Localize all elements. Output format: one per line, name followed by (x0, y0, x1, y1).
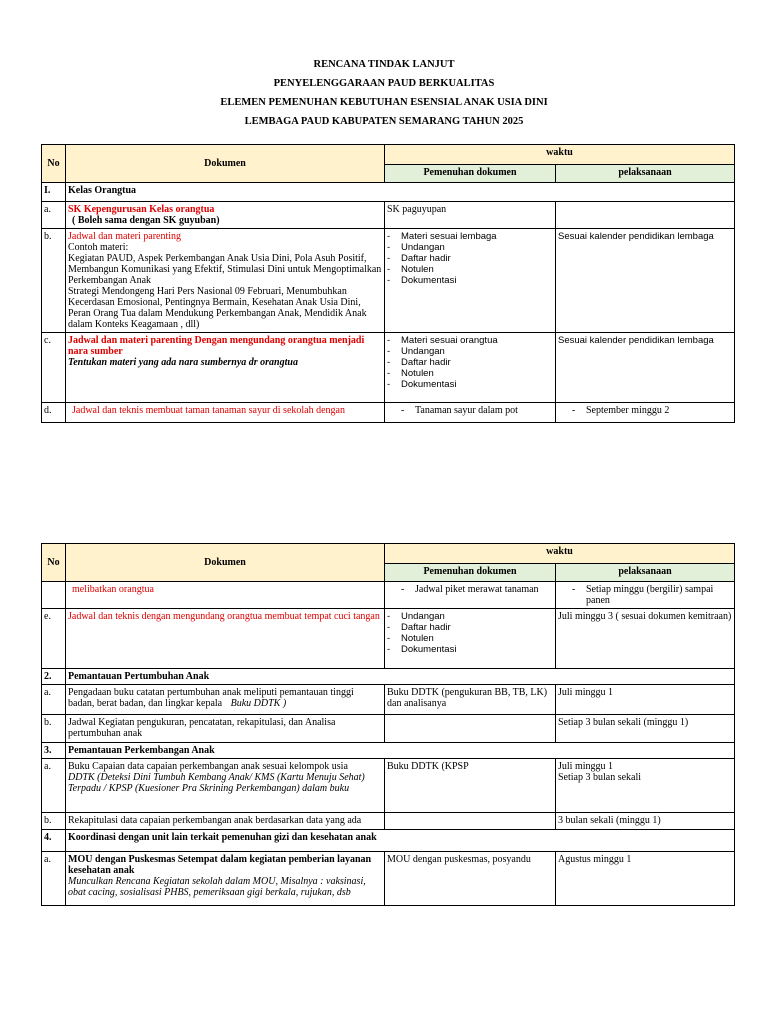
pelaksanaan-line: Setiap 3 bulan sekali (558, 772, 642, 783)
table-row (42, 582, 735, 609)
pelaksanaan-cell: Setiap 3 bulan sekali (minggu 1) (556, 715, 735, 743)
pemenuhan-cell (385, 582, 556, 609)
pelaksanaan-cell: Juli minggu 1 (556, 685, 735, 715)
heading-line-2: PENYELENGGARAAN PAUD BERKUALITAS (273, 78, 495, 89)
list-item: - Setiap minggu (bergilir) sampai panen (558, 584, 732, 606)
document-title: MOU dengan Puskesmas Setempat dalam kegiatan pemberian layanan kesehatan anak (68, 854, 372, 876)
document-cell (66, 685, 385, 715)
document-cell (66, 852, 385, 906)
table-row (42, 183, 735, 202)
header-no: No (42, 544, 66, 582)
table-row (42, 715, 735, 743)
pelaksanaan-line: Juli minggu 1 (558, 761, 614, 772)
header-dokumen: Dokumen (66, 145, 385, 183)
heading-line-1: RENCANA TINDAK LANJUT (313, 59, 455, 70)
pemenuhan-cell (385, 403, 556, 423)
list-item: - Daftar hadir (387, 253, 553, 264)
row-number: b. (42, 229, 66, 333)
pelaksanaan-cell (556, 202, 735, 229)
row-number: d. (42, 403, 66, 423)
list-item: - Dokumentasi (387, 275, 553, 286)
pelaksanaan-cell (556, 759, 735, 813)
document-title: Jadwal dan teknis dengan mengundang orangtua membuat tempat cuci tangan (68, 611, 380, 622)
list-item: - Materi sesuai orangtua (387, 335, 553, 346)
table-row (42, 229, 735, 333)
pemenuhan-cell: Buku DDTK (KPSP (385, 759, 556, 813)
row-number: c. (42, 333, 66, 403)
document-title: Buku Capaian data capaian perkembangan anak sesuai kelompok usia (68, 761, 348, 772)
list-item: - Daftar hadir (387, 357, 553, 368)
table-row (42, 759, 735, 813)
document-detail: Kegiatan PAUD, Aspek Perkembangan Anak Usia Dini, Pola Asuh Positif, Membangun Komunikasi yang Efektif, Stimulasi Dini untuk Mengoptimalkan Perkembangan Anak (68, 253, 382, 286)
list-item: - Dokumentasi (387, 644, 553, 655)
row-number: I. (42, 183, 66, 202)
heading-line-4: LEMBAGA PAUD KABUPATEN SEMARANG TAHUN 2025 (244, 116, 524, 127)
document-detail: Strategi Mendongeng Hari Pers Nasional 09 Februari, Menumbuhkan Kecerdasan Emosional, Pentingnya Bermain, Kesehatan Anak Usia Dini, Peran Orang Tua dalam Mendukung Perkembangan Anak, Mendidik Anak dalam Konteks Keagamaan , dll) (68, 286, 367, 330)
section-title: Pemantauan Pertumbuhan Anak (66, 669, 735, 685)
list-item: - Jadwal piket merawat tanaman (387, 584, 553, 595)
document-note: Munculkan Rencana Kegiatan sekolah dalam MOU, Misalnya : vaksinasi, obat cacing, sosialisasi PHBS, pemeriksaan gigi berkala, rujukan, dsb (68, 876, 366, 898)
document-title: SK Kepengurusan Kelas orangtua (68, 204, 215, 215)
list-item: - Dokumentasi (387, 379, 553, 390)
section-title: Kelas Orangtua (66, 183, 735, 202)
header-waktu: waktu (385, 145, 735, 165)
document-cell (66, 759, 385, 813)
row-number: a. (42, 759, 66, 813)
row-number: b. (42, 715, 66, 743)
header-dokumen: Dokumen (66, 544, 385, 582)
row-number: e. (42, 609, 66, 669)
table-row (42, 852, 735, 906)
document-detail: Contoh materi: (68, 242, 129, 253)
list-item: - Notulen (387, 633, 553, 644)
document-note: Tentukan materi yang ada nara sumbernya dr orangtua (68, 357, 298, 368)
list-item: - Tanaman sayur dalam pot (387, 405, 553, 416)
table-row (42, 685, 735, 715)
pemenuhan-cell: MOU dengan puskesmas, posyandu (385, 852, 556, 906)
heading-line-3: ELEMEN PEMENUHAN KEBUTUHAN ESENSIAL ANAK USIA DINI (220, 97, 548, 108)
document-title: melibatkan orangtua (72, 584, 154, 595)
document-cell (66, 229, 385, 333)
list-item: - September minggu 2 (558, 405, 732, 416)
row-number: 4. (42, 830, 66, 852)
row-number: a. (42, 852, 66, 906)
list-item: - Notulen (387, 264, 553, 275)
row-number: a. (42, 685, 66, 715)
document-cell (66, 609, 385, 669)
pelaksanaan-cell: Sesuai kalender pendidikan lembaga (556, 229, 735, 333)
document-cell (66, 403, 385, 423)
section-title: Koordinasi dengan unit lain terkait pemenuhan gizi dan kesehatan anak (66, 830, 735, 852)
document-title: Pengadaan buku catatan pertumbuhan anak meliputi pemantauan tinggi badan, berat badan, dan lingkar kepala (68, 687, 354, 709)
header-pelaksanaan: pelaksanaan (556, 564, 735, 582)
header-no: No (42, 145, 66, 183)
pemenuhan-cell (385, 333, 556, 403)
header-waktu: waktu (385, 544, 735, 564)
header-pemenuhan: Pemenuhan dokumen (385, 165, 556, 183)
document-title: Jadwal dan teknis membuat taman tanaman sayur di sekolah dengan (72, 405, 345, 416)
pemenuhan-cell (385, 813, 556, 830)
list-item: - Materi sesuai lembaga (387, 231, 553, 242)
document-heading (0, 55, 768, 131)
table-row (42, 202, 735, 229)
row-number: a. (42, 202, 66, 229)
table-row (42, 333, 735, 403)
row-number: 3. (42, 743, 66, 759)
pemenuhan-cell (385, 229, 556, 333)
pelaksanaan-cell: 3 bulan sekali (minggu 1) (556, 813, 735, 830)
document-cell (66, 202, 385, 229)
pelaksanaan-cell (556, 403, 735, 423)
document-note: Buku DDTK ) (230, 698, 287, 709)
document-title: Jadwal dan materi parenting (68, 231, 182, 242)
list-item: - Undangan (387, 611, 553, 622)
document-title: Jadwal dan materi parenting Dengan mengundang orangtua menjadi nara sumber (68, 335, 365, 357)
list-item: - Undangan (387, 242, 553, 253)
header-pelaksanaan: pelaksanaan (556, 165, 735, 183)
table-row (42, 830, 735, 852)
table-row (42, 609, 735, 669)
document-cell (66, 333, 385, 403)
pelaksanaan-cell (556, 582, 735, 609)
list-item: - Undangan (387, 346, 553, 357)
plan-table-2 (41, 543, 735, 906)
plan-table-1 (41, 144, 735, 423)
document-note: ( Boleh sama dengan SK guyuban) (72, 215, 220, 226)
table-row (42, 669, 735, 685)
list-item: - Daftar hadir (387, 622, 553, 633)
list-item: - Notulen (387, 368, 553, 379)
document-cell (66, 582, 385, 609)
row-number: b. (42, 813, 66, 830)
pelaksanaan-cell: Sesuai kalender pendidikan lembaga (556, 333, 735, 403)
table-row (42, 743, 735, 759)
pemenuhan-cell: Buku DDTK (pengukuran BB, TB, LK) dan analisanya (385, 685, 556, 715)
section-title: Pemantauan Perkembangan Anak (66, 743, 735, 759)
document-cell: Jadwal Kegiatan pengukuran, pencatatan, rekapitulasi, dan Analisa pertumbuhan anak (66, 715, 385, 743)
pelaksanaan-cell: Agustus minggu 1 (556, 852, 735, 906)
table-row (42, 403, 735, 423)
header-pemenuhan: Pemenuhan dokumen (385, 564, 556, 582)
document-cell: Rekapitulasi data capaian perkembangan anak berdasarkan data yang ada (66, 813, 385, 830)
document-note: DDTK (Deteksi Dini Tumbuh Kembang Anak/ KMS (Kartu Menuju Sehat) Terpadu / KPSP (Kuesioner Pra Skrining Perkembangan) dalam buku (68, 772, 365, 794)
row-number (42, 582, 66, 609)
pemenuhan-cell: SK paguyupan (385, 202, 556, 229)
table-row (42, 813, 735, 830)
pelaksanaan-cell: Juli minggu 3 ( sesuai dokumen kemitraan) (556, 609, 735, 669)
pemenuhan-cell (385, 609, 556, 669)
row-number: 2. (42, 669, 66, 685)
pemenuhan-cell (385, 715, 556, 743)
